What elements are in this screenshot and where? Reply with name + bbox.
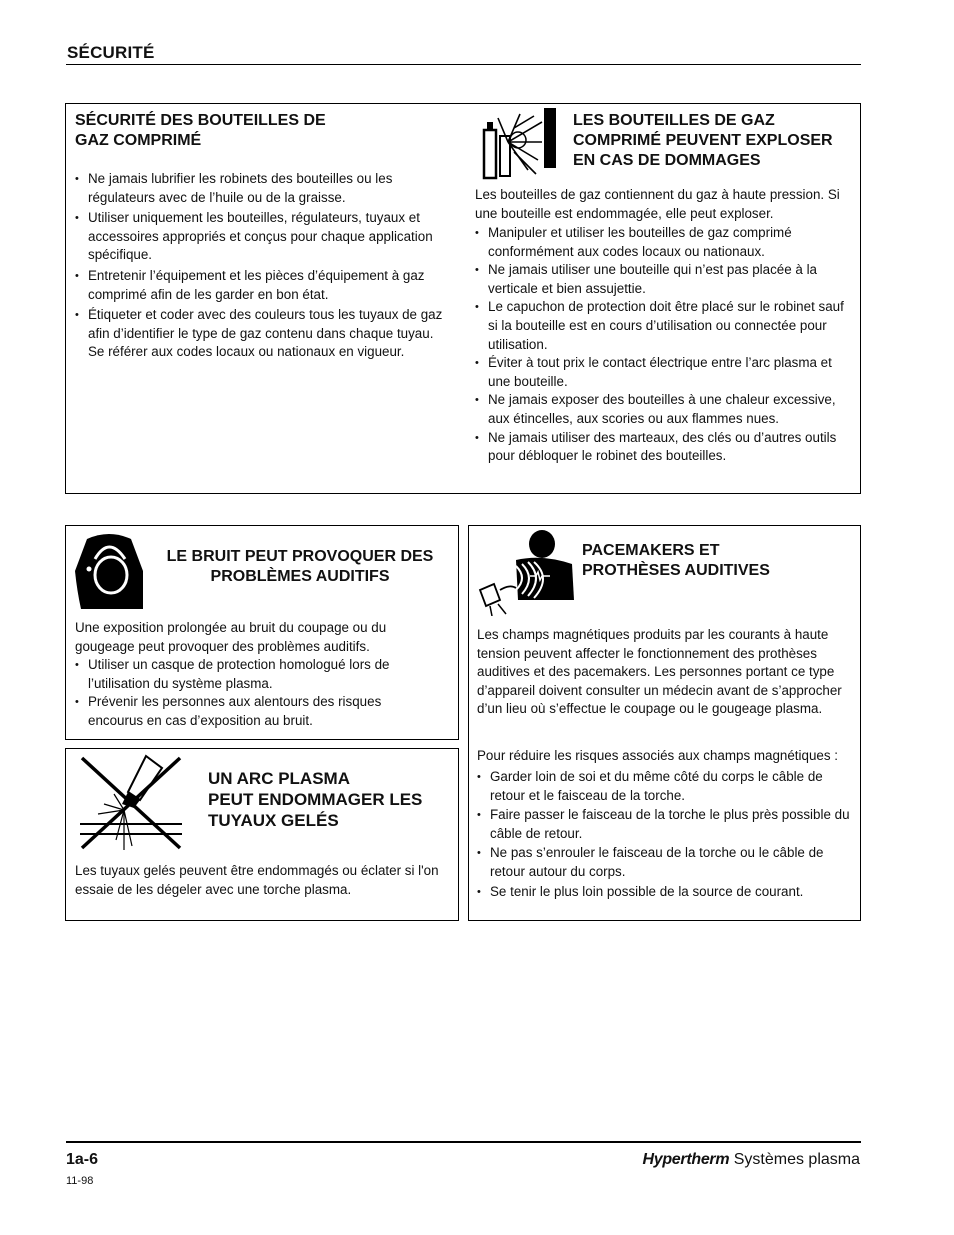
frozen-pipes-title: UN ARC PLASMA PEUT ENDOMMAGER LES TUYAUX GELÉS <box>208 769 423 830</box>
brand-logo: Hypertherm <box>642 1151 730 1168</box>
noise-intro: Une exposition prolongée au bruit du coupage ou du gougeage peut provoquer des problèmes auditifs. <box>75 620 387 654</box>
list-item: • Faire passer le faisceau de la torche le plus près possible du câble de retour. <box>477 806 853 843</box>
footer-rule <box>66 1141 861 1143</box>
hearing-protection-icon <box>73 531 145 611</box>
cylinders-explode-title: LES BOUTEILLES DE GAZ COMPRIMÉ PEUVENT EXPLOSER EN CAS DE DOMMAGES <box>573 112 833 169</box>
page-section-title: SÉCURITÉ <box>67 43 155 62</box>
cylinders-explode-list <box>475 224 853 466</box>
list-item: • Ne pas s’enrouler le faisceau de la torche ou le câble de retour autour du corps. <box>477 844 853 881</box>
pacemakers-title: PACEMAKERS ET PROTHÈSES AUDITIVES <box>582 542 770 579</box>
pacemakers-paragraph-2: Pour réduire les risques associés aux champs magnétiques : <box>477 748 838 763</box>
list-item: • Utiliser un casque de protection homologué lors de l’utilisation du système plasma. <box>75 656 425 693</box>
list-item: • Étiqueter et coder avec des couleurs tous les tuyaux de gaz afin d’identifier le type de gaz contenu dans chaque tuyau. Se référer aux codes locaux ou nationaux en vigueur. <box>75 306 450 362</box>
pacemakers-paragraph-1: Les champs magnétiques produits par les courants à haute tension peuvent affecter le fonctionnement des prothèses auditives et des pacemakers. Les personnes portant ce type d’appareil doivent consulter un médecin avant de s’approcher d’un lieu où s’effectue le coupage ou le gougeage plasma. <box>477 627 842 717</box>
pacemaker-magnetic-field-icon <box>476 528 576 616</box>
list-item: • Utiliser uniquement les bouteilles, régulateurs, tuyaux et accessoires appropriés et conçus pour chaque application spécifique. <box>75 209 450 265</box>
cylinders-explode-intro: Les bouteilles de gaz contiennent du gaz à haute pression. Si une bouteille est endommagée, elle peut exploser. <box>475 187 840 221</box>
date-code: 11-98 <box>66 1175 94 1187</box>
list-item: • Manipuler et utiliser les bouteilles de gaz comprimé conformément aux codes locaux ou nationaux. <box>475 224 853 261</box>
brand-footer <box>642 1151 860 1169</box>
brand-suffix: Systèmes plasma <box>729 1151 860 1168</box>
list-item: • Le capuchon de protection doit être placé sur le robinet sauf si la bouteille est en cours d’utilisation ou connectée pour utilisation. <box>475 298 853 354</box>
pacemakers-list <box>477 768 853 901</box>
list-item: • Éviter à tout prix le contact électrique entre l’arc plasma et une bouteille. <box>475 354 853 391</box>
list-item: • Entretenir l’équipement et les pièces d’équipement à gaz comprimé afin de les garder en bon état. <box>75 267 450 304</box>
list-item: • Ne jamais utiliser une bouteille qui n’est pas placée à la verticale et bien assujettie. <box>475 261 853 298</box>
header-rule <box>66 64 861 65</box>
list-item: • Ne jamais lubrifier les robinets des bouteilles ou les régulateurs avec de l’huile ou de la graisse. <box>75 170 450 207</box>
noise-title: LE BRUIT PEUT PROVOQUER DES PROBLÈMES AUDITIFS <box>166 548 434 585</box>
list-item: • Ne jamais exposer des bouteilles à une chaleur excessive, aux étincelles, aux scories ou aux flammes nues. <box>475 391 853 428</box>
frozen-pipe-prohibited-icon <box>76 754 186 852</box>
list-item: • Se tenir le plus loin possible de la source de courant. <box>477 883 853 902</box>
frozen-pipes-paragraph: Les tuyaux gelés peuvent être endommagés ou éclater si l'on essaie de les dégeler avec une torche plasma. <box>75 863 439 897</box>
cylinders-safety-title: SÉCURITÉ DES BOUTEILLES DE GAZ COMPRIMÉ <box>75 112 326 149</box>
noise-list <box>75 656 425 730</box>
page-number: 1a-6 <box>66 1151 99 1168</box>
list-item: • Ne jamais utiliser des marteaux, des clés ou d’autres outils pour débloquer le robinet des bouteilles. <box>475 429 853 466</box>
exploding-cylinder-icon <box>478 108 568 180</box>
list-item: • Prévenir les personnes aux alentours des risques encourus en cas d’exposition au bruit. <box>75 693 425 730</box>
list-item: • Garder loin de soi et du même côté du corps le câble de retour et le faisceau de la torche. <box>477 768 853 805</box>
cylinders-safety-list <box>75 170 450 362</box>
